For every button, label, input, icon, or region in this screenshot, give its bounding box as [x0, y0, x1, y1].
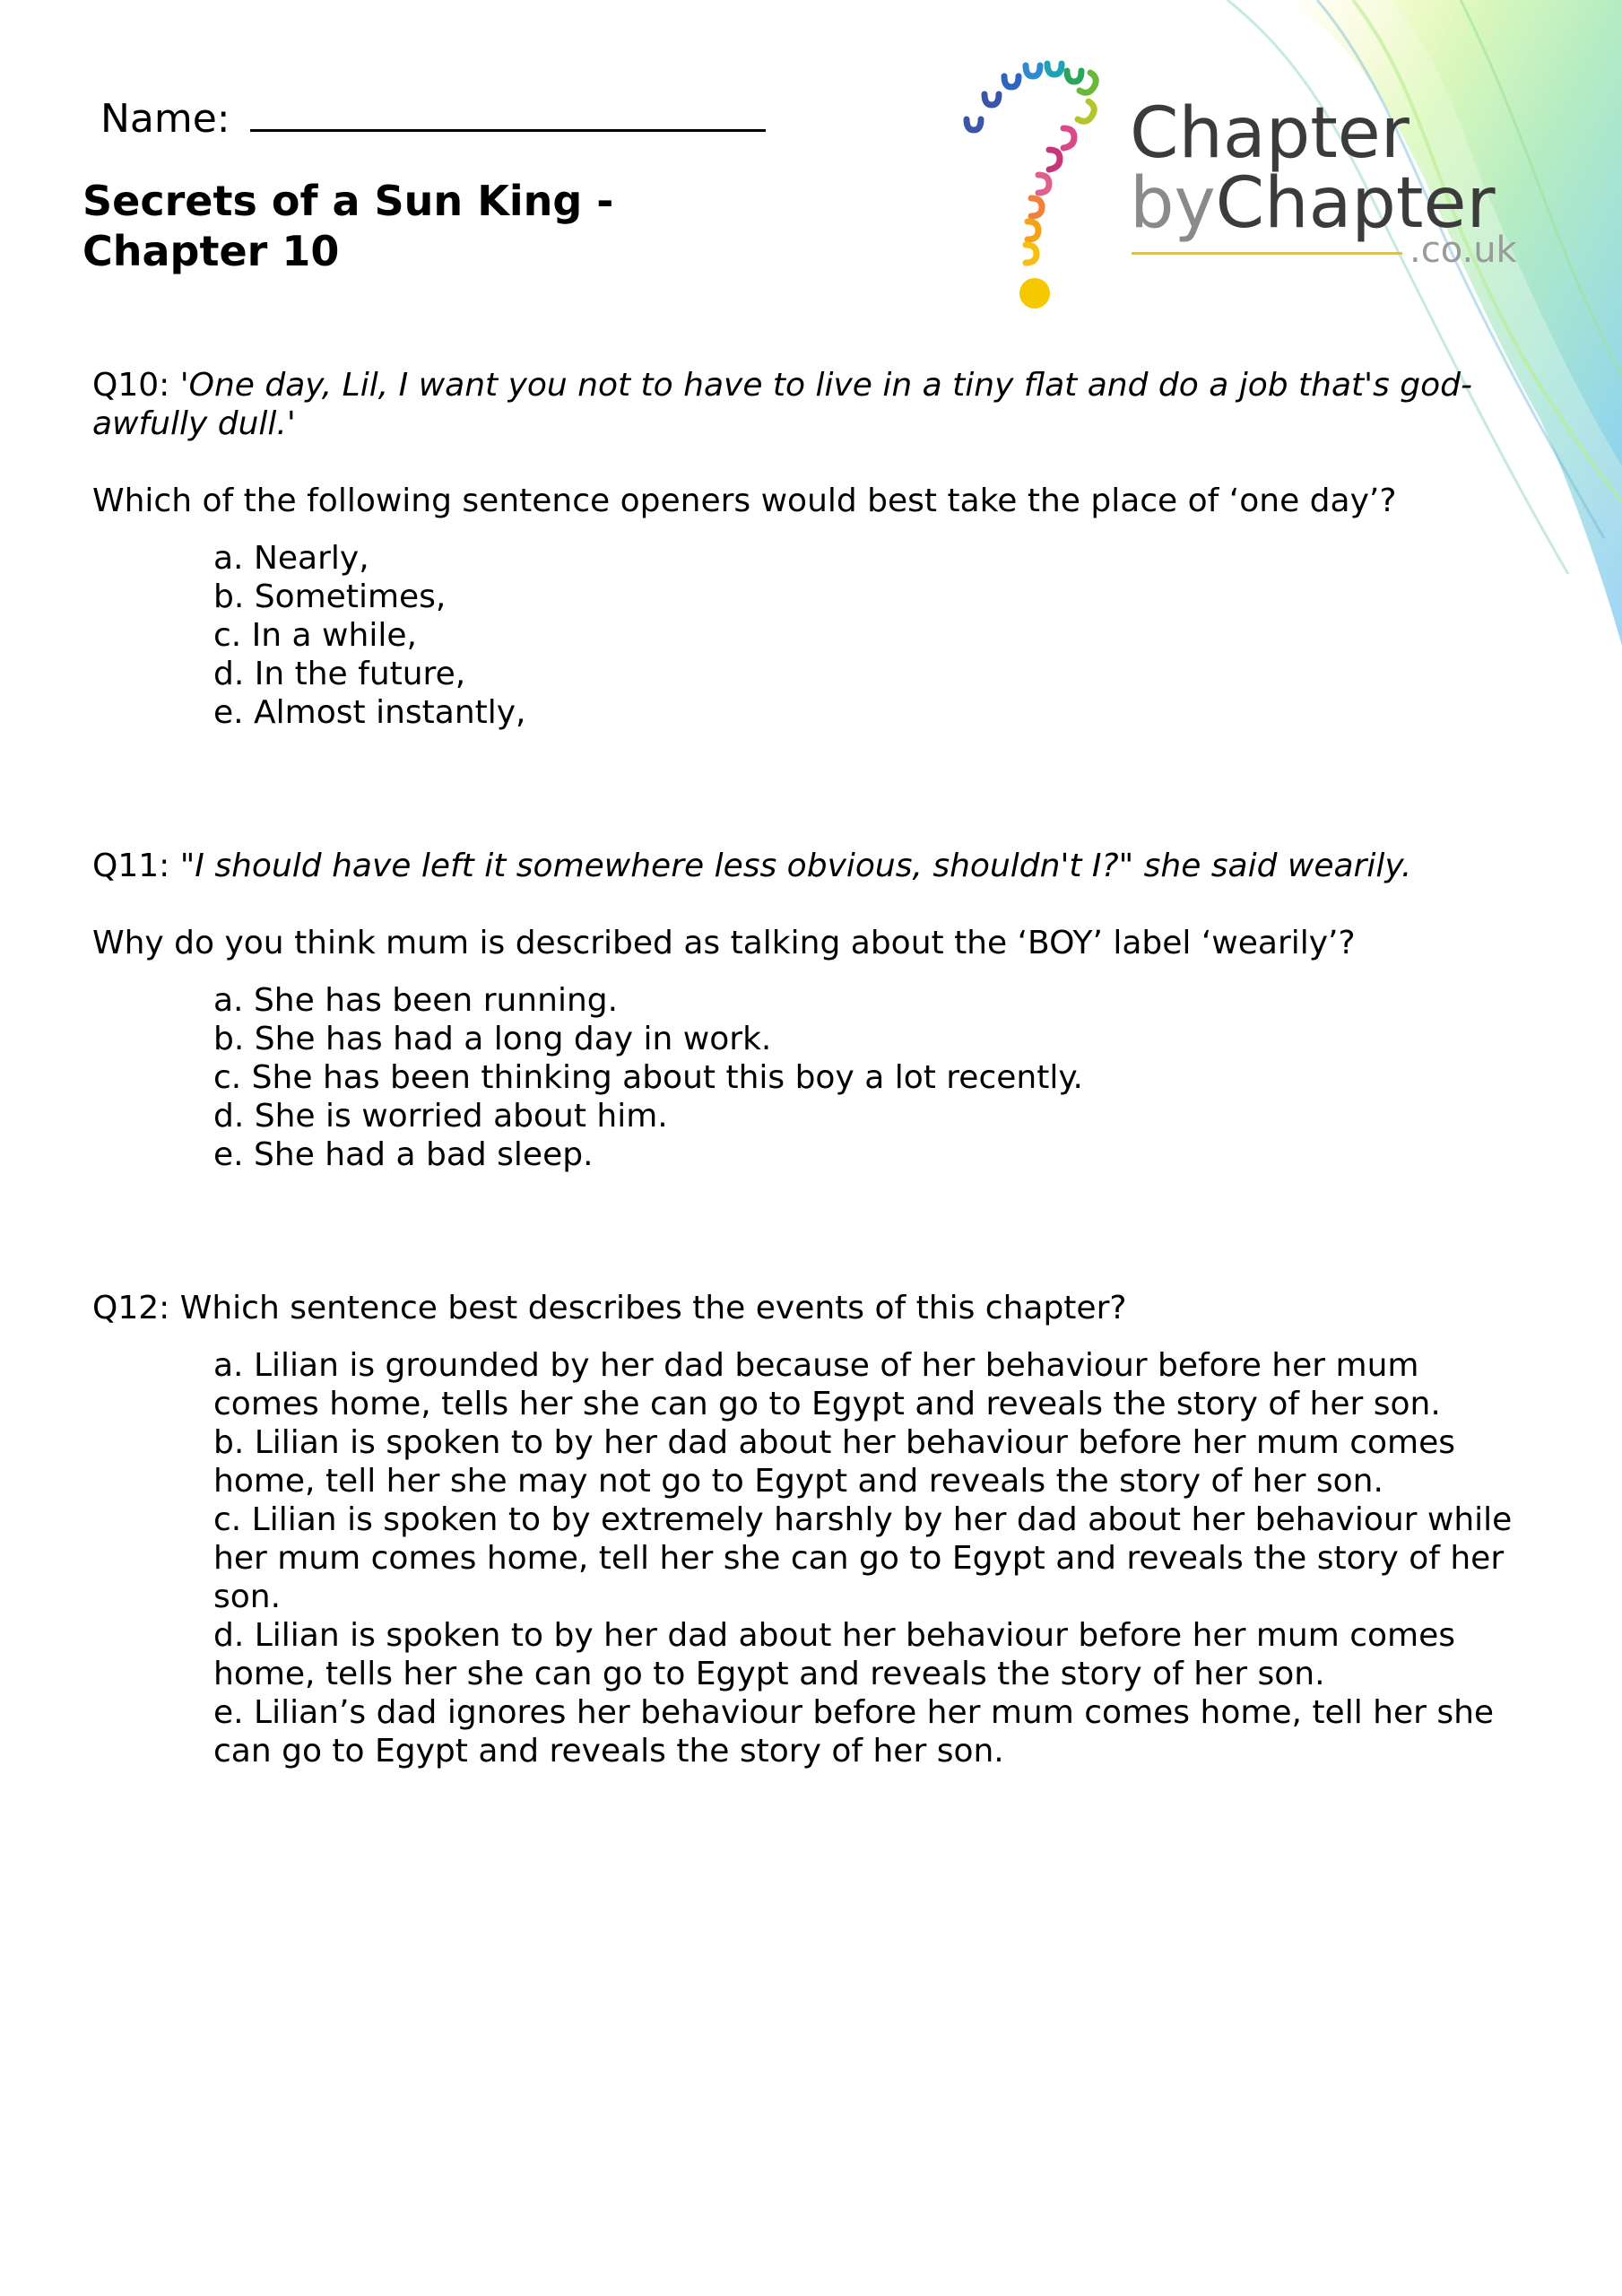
question-quote: 'One day, Lil, I want you not to have to live in a tiny flat and do a job that's god-awfully dull.': [92, 367, 1472, 442]
answer-option[interactable]: b. Lilian is spoken to by her dad about her behaviour before her mum comes home, tell her she may not go to Egypt and reveals the story of her son.: [213, 1424, 1456, 1500]
question-label: Q10:: [92, 367, 170, 404]
answer-option[interactable]: b. Sometimes,: [213, 578, 447, 615]
answer-option[interactable]: a. She has been running.: [213, 982, 619, 1019]
chapter-by-chapter-logo: [959, 49, 1533, 318]
question-quote: "I should have left it somewhere less obvious, shouldn't I?" she said wearily.: [179, 848, 1412, 884]
question-label: Q11:: [92, 848, 170, 884]
question-stem: [92, 366, 1527, 443]
worksheet-title: [82, 176, 746, 276]
answer-option[interactable]: a. Lilian is grounded by her dad because of her behaviour before her mum comes home, tells her she can go to Egypt and reveals the story of her son.: [213, 1347, 1441, 1422]
answer-options: [213, 981, 1527, 1174]
logo-word-by: by: [1130, 163, 1216, 244]
questions: [92, 366, 1527, 1770]
answer-option[interactable]: e. Almost instantly,: [213, 694, 526, 731]
logo-word-by-chapter: [1130, 163, 1496, 244]
question-prompt: Which of the following sentence openers would best take the place of ‘one day’?: [92, 483, 1397, 519]
answer-option[interactable]: c. In a while,: [213, 617, 417, 654]
question-q11: [92, 847, 1527, 1174]
name-blank-line[interactable]: [250, 90, 766, 132]
answer-options: [213, 1346, 1522, 1770]
question-prompt: Which sentence best describes the events of this chapter?: [179, 1290, 1127, 1326]
name-row: [100, 90, 766, 144]
question-stem: [92, 847, 1527, 885]
answer-option[interactable]: d. In the future,: [213, 656, 466, 692]
question-stem: [92, 1289, 1527, 1327]
title-line-1: Secrets of a Sun King -: [82, 177, 614, 225]
title-line-2: Chapter 10: [82, 227, 340, 275]
answer-option[interactable]: c. She has been thinking about this boy a lot recently.: [213, 1059, 1083, 1096]
answer-option[interactable]: d. She is worried about him.: [213, 1098, 668, 1135]
question-label: Q12:: [92, 1290, 170, 1326]
book-question-mark-icon: [959, 49, 1130, 318]
logo-word-chapter-2: Chapter: [1215, 163, 1496, 244]
answer-option[interactable]: d. Lilian is spoken to by her dad about her behaviour before her mum comes home, tells her she can go to Egypt and reveals the story of her son.: [213, 1617, 1456, 1692]
logo-word-chapter: Chapter: [1130, 93, 1409, 174]
question-q10: [92, 366, 1527, 732]
question-prompt: Why do you think mum is described as talking about the ‘BOY’ label ‘wearily’?: [92, 925, 1356, 961]
answer-option[interactable]: e. She had a bad sleep.: [213, 1136, 594, 1173]
answer-option[interactable]: b. She has had a long day in work.: [213, 1021, 772, 1057]
answer-options: [213, 539, 1527, 732]
name-label: Name:: [100, 96, 230, 142]
answer-option[interactable]: a. Nearly,: [213, 540, 369, 577]
logo-domain: .co.uk: [1409, 230, 1517, 271]
logo-underline: [1132, 252, 1402, 255]
answer-option[interactable]: e. Lilian’s dad ignores her behaviour before her mum comes home, tell her she can go to Egypt and reveals the story of her son.: [213, 1694, 1495, 1770]
question-q12: [92, 1289, 1527, 1770]
answer-option[interactable]: c. Lilian is spoken to by extremely harshly by her dad about her behaviour while her mum comes home, tell her she can go to Egypt and reveals the story of her son.: [213, 1501, 1513, 1615]
